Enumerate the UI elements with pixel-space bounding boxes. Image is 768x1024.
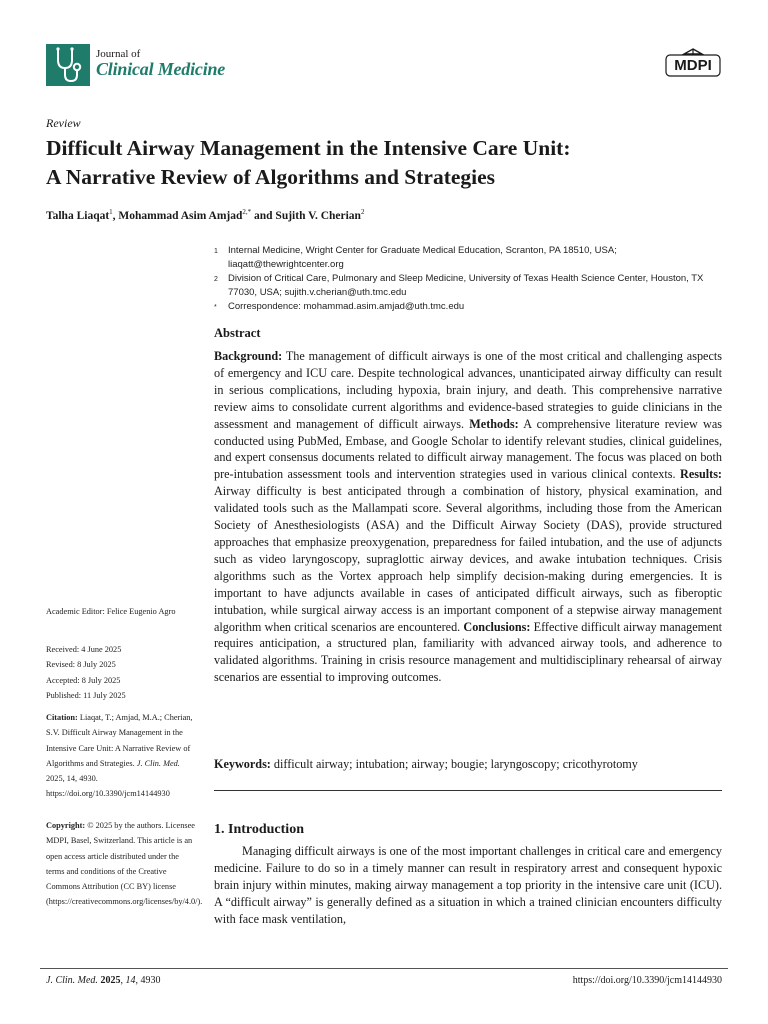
- introduction-text: Managing difficult airways is one of the most important challenges in critical care and emergency medicine. Failure to do so in a timely manner can result in respiratory arrest and consequent hypoxic brain injury within minutes, making airway management a top priority in the intensive care unit (ICU). A “difficult airway” is generally defined as a situation in which a trained clinician encounters difficulty with face mask ventilation,: [214, 844, 722, 926]
- received-date: Received: 4 June 2025: [46, 645, 122, 654]
- editor-label: Academic Editor:: [46, 607, 105, 616]
- footer-journal: J. Clin. Med.: [46, 975, 98, 986]
- author-affil-marker: 1: [109, 208, 113, 216]
- keywords: [214, 756, 722, 773]
- author-separator: ,: [112, 209, 119, 222]
- footer-citation: [46, 975, 160, 986]
- background-label: Background:: [214, 349, 283, 363]
- footer-comma: ,: [120, 975, 126, 986]
- affiliation-marker: *: [214, 304, 217, 312]
- footer-article-number: 4930: [140, 975, 161, 986]
- results-text: Airway difficulty is best anticipated through a combination of history, physical examination, and validated tools such as the Mallampati score. Several algorithms, including those from the American Society of Anesthesiologists (ASA) and the Difficult Airway Society (DAS), provide structured approaches that emphasize preoxygenation, preparedness for failed intubation, and the use of adjuncts such as video laryngoscopy, supraglottic airway devices, and awake intubation techniques. Crisis algorithms such as the Vortex approach help simplify decision-making during emergencies. It is important to have adjuncts available in cases of anticipated difficult airways, such as fiberoptic intubation, while surgical airway access is an important component of a stepwise airway management algorithm when critical scenarios are encountered.: [214, 484, 722, 634]
- copyright-block: [46, 818, 203, 910]
- conclusions-text: Effective difficult airway management requires anticipation, a structured plan, familiarity with advanced airway tools, and adherence to validated algorithms. Training in crisis resource management and multidisciplinary rehearsal of airway scenarios are essential to improving outcomes.: [214, 619, 723, 685]
- journal-prefix: Journal of: [96, 48, 141, 60]
- stethoscope-icon: [46, 44, 90, 86]
- author-affil-marker: 2,*: [242, 208, 252, 216]
- section-divider: [214, 790, 722, 791]
- author-name[interactable]: Sujith V. Cherian: [275, 209, 361, 222]
- footer-volume: 14: [125, 975, 136, 986]
- title-line-2: A Narrative Review of Algorithms and Strategies: [46, 165, 496, 189]
- citation-label: Citation:: [46, 713, 78, 722]
- editor-name: Felice Eugenio Agro: [106, 607, 176, 616]
- conclusions-label: Conclusions:: [463, 619, 531, 634]
- abstract-body: [214, 348, 722, 686]
- mdpi-logo-text: MDPI: [674, 57, 712, 74]
- methods-label: Methods:: [469, 416, 519, 431]
- affiliation-text: Internal Medicine, Wright Center for Graduate Medical Education, Scranton, PA 18510, USA; liaqatt@thewrightcenter.org: [228, 245, 617, 270]
- methods-text: A comprehensive literature review was conducted using PubMed, Embase, and Google Scholar to identify relevant studies, clinical guidelines, and expert consensus documents related to difficult airway management. The focus was placed on both pre-intubation assessment tools and intervention strategies used in various clinical contexts.: [214, 416, 722, 482]
- footer-divider: [40, 968, 728, 969]
- correspondence-text: Correspondence: mohammad.asim.amjad@uth.tmc.edu: [228, 301, 465, 313]
- author-separator: and: [251, 209, 276, 222]
- affiliation-item: [214, 300, 714, 315]
- author-name[interactable]: Talha Liaqat: [46, 209, 110, 222]
- affiliation-text: Division of Critical Care, Pulmonary and Sleep Medicine, University of Texas Health Science Center, Houston, TX 77030, USA; sujith.v.cherian@uth.tmc.edu: [228, 273, 704, 298]
- accepted-date: Accepted: 8 July 2025: [46, 675, 121, 685]
- copyright-text: © 2025 by the authors. Licensee MDPI, Basel, Switzerland. This article is an open access article distributed under the terms and conditions of the Creative Commons Attribution (CC BY) license (https://creativecommons.org/licenses/by/4.0/).: [46, 821, 203, 907]
- mdpi-logo: [665, 48, 721, 78]
- citation-doi[interactable]: 2025, 14, 4930. https://doi.org/10.3390/jcm14144930: [46, 774, 170, 799]
- journal-name: Clinical Medicine: [96, 59, 226, 79]
- footer-year: 2025: [100, 975, 121, 986]
- journal-logo: [46, 44, 90, 86]
- affiliations: [214, 244, 714, 316]
- keywords-text: difficult airway; intubation; airway; bougie; laryngoscopy; cricothyrotomy: [273, 757, 638, 771]
- abstract-heading: Abstract: [214, 326, 261, 340]
- citation-text: Liaqat, T.; Amjad, M.A.; Cherian, S.V. Difficult Airway Management in the Intensive Care Unit: A Narrative Review of Algorithms and Strategies.: [46, 713, 193, 768]
- copyright-label: Copyright:: [46, 821, 86, 830]
- author-affil-marker: 2: [360, 208, 365, 216]
- publication-dates: [46, 642, 196, 703]
- academic-editor: [46, 604, 196, 619]
- article-type: Review: [46, 116, 81, 130]
- citation-journal: J. Clin. Med.: [136, 758, 180, 768]
- affiliation-item: [214, 244, 714, 271]
- affiliation-item: [214, 272, 714, 299]
- author-list: [46, 208, 364, 222]
- footer-comma: ,: [135, 975, 141, 986]
- introduction-heading: 1. Introduction: [214, 822, 304, 837]
- keywords-label: Keywords:: [214, 757, 271, 771]
- affiliation-marker: 1: [214, 248, 218, 255]
- title-line-1: Difficult Airway Management in the Intensive Care Unit:: [46, 136, 571, 160]
- revised-date: Revised: 8 July 2025: [46, 660, 116, 670]
- affiliation-marker: 2: [214, 276, 218, 284]
- citation-block: [46, 710, 196, 802]
- author-name[interactable]: Mohammad Asim Amjad: [118, 209, 243, 222]
- footer-doi-link[interactable]: https://doi.org/10.3390/jcm14144930: [572, 975, 722, 986]
- published-date: Published: 11 July 2025: [46, 690, 126, 700]
- results-label: Results:: [680, 467, 722, 482]
- background-text: The management of difficult airways is one of the most critical and challenging aspects of emergency and ICU care. Despite technological advances, unanticipated airway difficulty can result in serious complications, including hypoxia, brain injury, and death. This comprehensive narrative review aims to consolidate current algorithms and evidence-based strategies to guide clinicians in the assessment and management of difficult airways.: [214, 349, 722, 431]
- article-title: [46, 134, 736, 192]
